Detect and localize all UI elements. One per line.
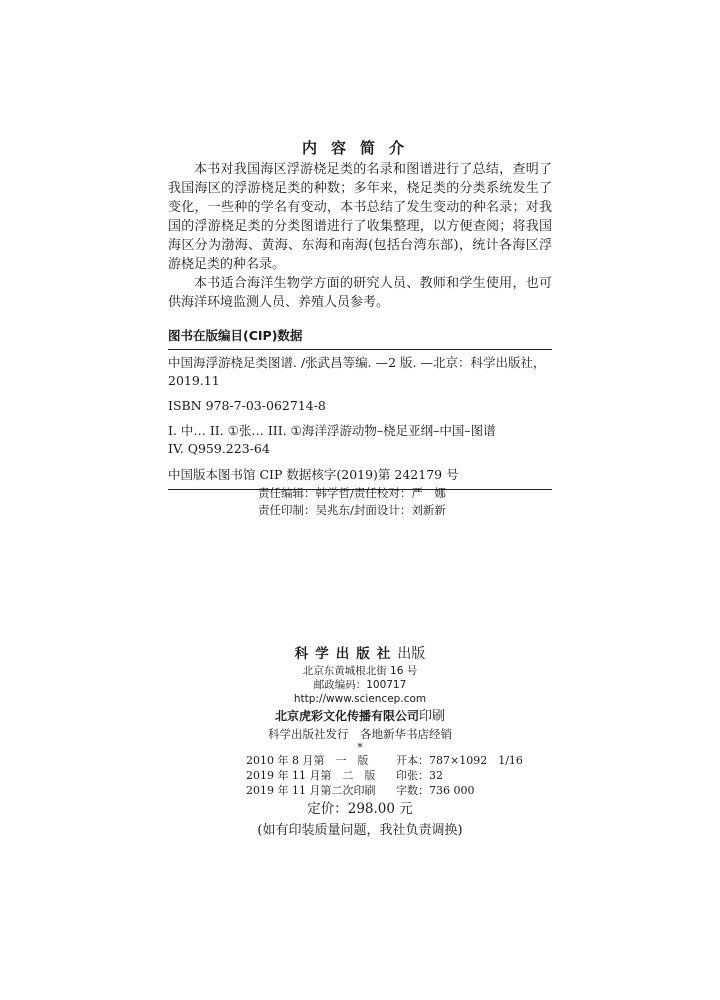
summary-paragraph: 本书适合海洋生物学方面的研究人员、教师和学生使用，也可供海洋环境监测人员、养殖人员参考。 [168, 276, 552, 310]
printer-logo: 北京虎彩文化传播有限公司 [274, 709, 419, 723]
distribution-line: 科学出版社发行 各地新华书店经销 [268, 727, 452, 741]
publish-word: 出版 [397, 646, 426, 662]
cip-isbn: ISBN 978-7-03-062714-8 [168, 398, 326, 413]
price: 定价：298.00 元 [307, 801, 413, 817]
publisher-line [0, 644, 720, 664]
summary-paragraph: 本书对我国海区浮游桡足类的名录和图谱进行了总结，查明了我国海区的浮游桡足类的种数；多年来，桡足类的分类系统发生了变化，一些种的学名有变动，本书总结了发生变动的种名录；对我国的浮游桡足类的分类图谱进行了收集整理，以方便查阅；将我国海区分为渤海、黄海、东海和南海(包括台湾东部)，统计各海区浮游桡足类的种名录。 [168, 162, 552, 272]
editor-credit-line: 责任印制：吴兆东/封面设计：刘新新 [258, 503, 446, 517]
cip-classification: I. 中… II. ①张… III. ①海洋浮游动物–桡足亚纲–中国–图谱 [168, 423, 496, 438]
cip-block [168, 326, 552, 490]
cip-classification-number: IV. Q959.223-64 [168, 441, 270, 456]
edition-spec: 印张：32 [396, 769, 443, 782]
edition-row [246, 783, 523, 798]
edition-spec: 字数：736 000 [396, 784, 475, 797]
cip-bibliographic-line: 中国海浮游桡足类图谱. /张武昌等编. —2 版. —北京：科学出版社， [168, 355, 546, 370]
separator-star: * [357, 741, 363, 754]
summary-body [168, 160, 552, 312]
publisher-logo: 科学出版社 [294, 646, 398, 662]
editor-credits [258, 485, 446, 519]
cip-bibliographic-date: 2019.11 [168, 373, 220, 388]
edition-date: 2019 年 11 月第 二 版 [246, 769, 376, 782]
edition-spec: 开本：787×1092 1/16 [396, 754, 523, 767]
publisher-address: 北京东黄城根北街 16 号 [302, 665, 418, 677]
summary-title: 内容简介 [301, 139, 418, 157]
edition-date: 2019 年 11 月第二次印刷 [246, 784, 376, 797]
edition-row [246, 768, 523, 783]
edition-table [246, 753, 523, 798]
publisher-website: http://www.sciencep.com [293, 693, 427, 705]
edition-date: 2010 年 8 月第 一 版 [246, 754, 369, 767]
printer-line [0, 707, 720, 726]
editor-credit-line: 责任编辑：韩学哲/责任校对：严 娜 [258, 486, 446, 500]
cip-record-number: 中国版本图书馆 CIP 数据核字(2019)第 242179 号 [168, 466, 552, 490]
edition-row [246, 753, 523, 768]
publisher-postcode: 邮政编码：100717 [313, 679, 407, 691]
cip-heading: 图书在版编目(CIP)数据 [168, 326, 552, 350]
quality-notice: (如有印装质量问题，我社负责调换) [257, 823, 463, 838]
print-word: 印刷 [419, 709, 446, 724]
imprint-block [0, 644, 720, 753]
